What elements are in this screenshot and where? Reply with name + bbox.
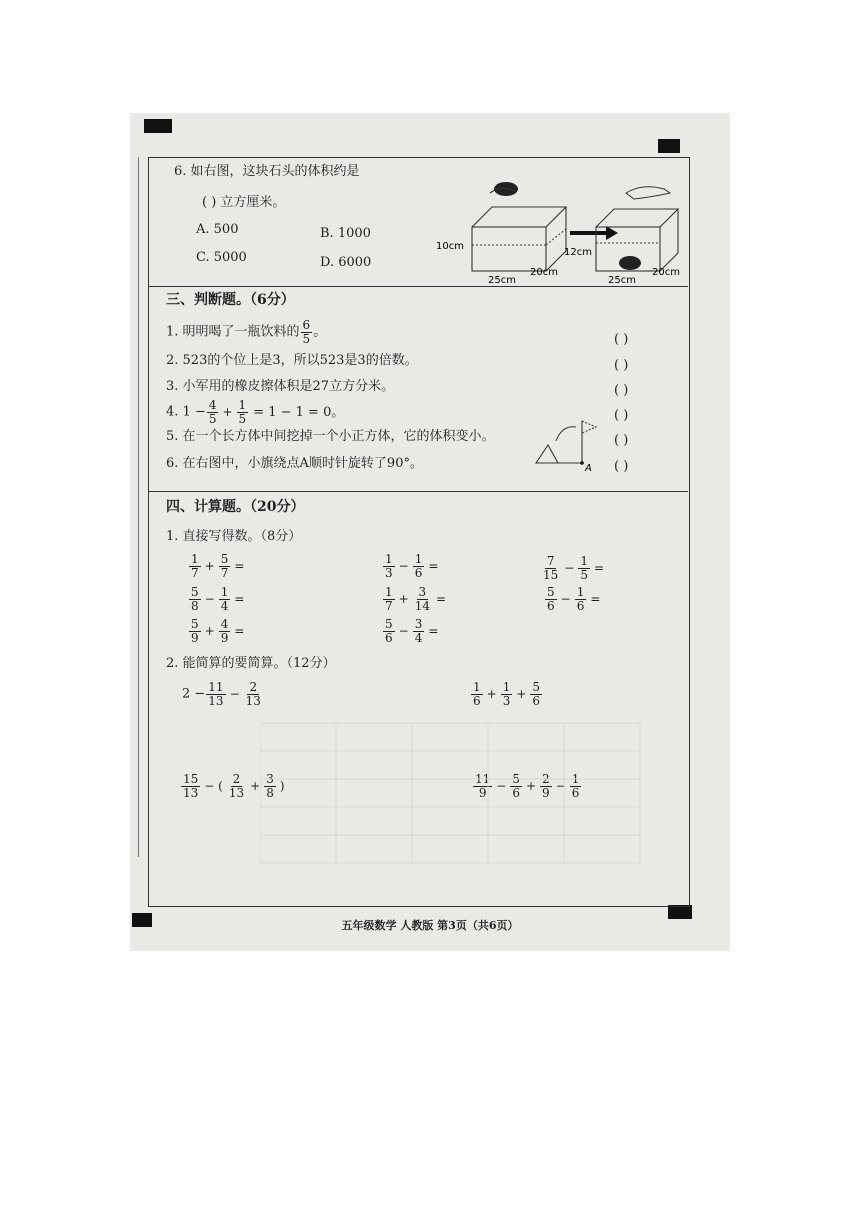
page-footer: 五年级数学 人教版 第3页（共6页） xyxy=(341,919,519,932)
answer-box-2[interactable]: ( ) xyxy=(614,358,629,373)
divider-line xyxy=(148,491,688,492)
arrow-right-icon xyxy=(606,226,618,240)
flag-rotation-figure xyxy=(530,411,600,473)
q6-blank: ( ) 立方厘米。 xyxy=(202,195,286,210)
q6-stem: 6. 如右图，这块石头的体积约是 xyxy=(174,164,360,179)
judge-item-3: 3. 小军用的橡皮擦体积是27立方分米。 xyxy=(166,379,395,394)
scanned-exam-page xyxy=(130,113,730,951)
q6-container-figure xyxy=(430,171,690,285)
judge-item-5: 5. 在一个长方体中间挖掉一个小正方体，它的体积变小。 xyxy=(166,429,495,444)
answer-box-3[interactable]: ( ) xyxy=(614,383,629,398)
direct-calc-4: $\frac{5}{8}$ − $\frac{1}{4}$ = xyxy=(191,585,245,613)
q6-fig-width-1: 25cm xyxy=(488,275,516,285)
registration-mark-top-right xyxy=(658,139,680,153)
judge-item-6: 6. 在右图中，小旗绕点A顺时针旋转了90°。 xyxy=(166,456,423,471)
direct-calc-7: $\frac{5}{9}$ + $\frac{4}{9}$ = xyxy=(191,617,245,645)
simplify-expr-2: $\frac{1}{6}$ + $\frac{1}{3}$ + $\frac{5}{6}$ xyxy=(473,680,541,708)
direct-calc-1: $\frac{1}{7}$ + $\frac{5}{7}$ = xyxy=(191,552,245,580)
answer-box-1[interactable]: ( ) xyxy=(614,332,629,347)
section4-heading: 四、计算题。（20分） xyxy=(166,499,305,515)
judge-item-4: 4. 1 − $\frac{4}{5}$ + $\frac{1}{5}$ = 1 − 1 = 0。 xyxy=(166,398,345,426)
answer-box-6[interactable]: ( ) xyxy=(614,459,629,474)
left-binding-line xyxy=(138,157,139,857)
direct-calc-3: $\frac{7}{15}$ − $\frac{1}{5}$ = xyxy=(543,554,605,582)
registration-mark-top-left xyxy=(144,119,172,133)
divider-line xyxy=(148,286,688,287)
q6-fig-depth-1: 20cm xyxy=(530,267,558,278)
point-a-label: A xyxy=(585,463,592,473)
direct-calc-5: $\frac{1}{7}$ + $\frac{3}{14}$ = xyxy=(385,585,447,613)
simplify-expr-1: 2 − $\frac{11}{13}$ − $\frac{2}{13}$ xyxy=(182,680,261,708)
fraction: $\frac{6}{5}$ xyxy=(302,318,311,346)
direct-calc-8: $\frac{5}{6}$ − $\frac{3}{4}$ = xyxy=(385,617,439,645)
q6-fig-height-1: 10cm xyxy=(436,241,464,252)
simplify-expr-3: $\frac{15}{13}$ − ( $\frac{2}{13}$ + $\frac{3}{8}$ ) xyxy=(183,772,285,800)
fraction: $\frac{1}{5}$ xyxy=(238,398,247,426)
q6-fig-height-2: 12cm xyxy=(564,247,592,258)
sub2-heading: 2. 能简算的要简算。（12分） xyxy=(166,656,336,671)
q6-fig-depth-2: 20cm xyxy=(652,267,680,278)
q6-option-d: D. 6000 xyxy=(320,255,372,270)
direct-calc-2: $\frac{1}{3}$ − $\frac{1}{6}$ = xyxy=(385,552,439,580)
stone-in-water-icon xyxy=(619,256,641,270)
simplify-expr-4: $\frac{11}{9}$ − $\frac{5}{6}$ + $\frac{2}{9}$ − $\frac{1}{6}$ xyxy=(475,772,580,800)
answer-box-5[interactable]: ( ) xyxy=(614,433,629,448)
section3-heading: 三、判断题。（6分） xyxy=(166,292,295,308)
direct-calc-6: $\frac{5}{6}$ − $\frac{1}{6}$ = xyxy=(547,585,601,613)
answer-box-4[interactable]: ( ) xyxy=(614,408,629,423)
hand-icon xyxy=(626,187,670,199)
fraction: $\frac{4}{5}$ xyxy=(208,398,217,426)
sub1-heading: 1. 直接写得数。（8分） xyxy=(166,529,302,544)
judge-item-2: 2. 523的个位上是3，所以523是3的倍数。 xyxy=(166,353,418,368)
q6-option-a: A. 500 xyxy=(196,222,239,237)
bleed-through-grid xyxy=(260,703,660,873)
q6-option-b: B. 1000 xyxy=(320,226,371,241)
q6-option-c: C. 5000 xyxy=(196,250,247,265)
q6-fig-width-2: 25cm xyxy=(608,275,636,285)
point-a xyxy=(580,461,584,465)
judge-item-1: 1. 明明喝了一瓶饮料的 $\frac{6}{5}$ 。 xyxy=(166,318,327,346)
